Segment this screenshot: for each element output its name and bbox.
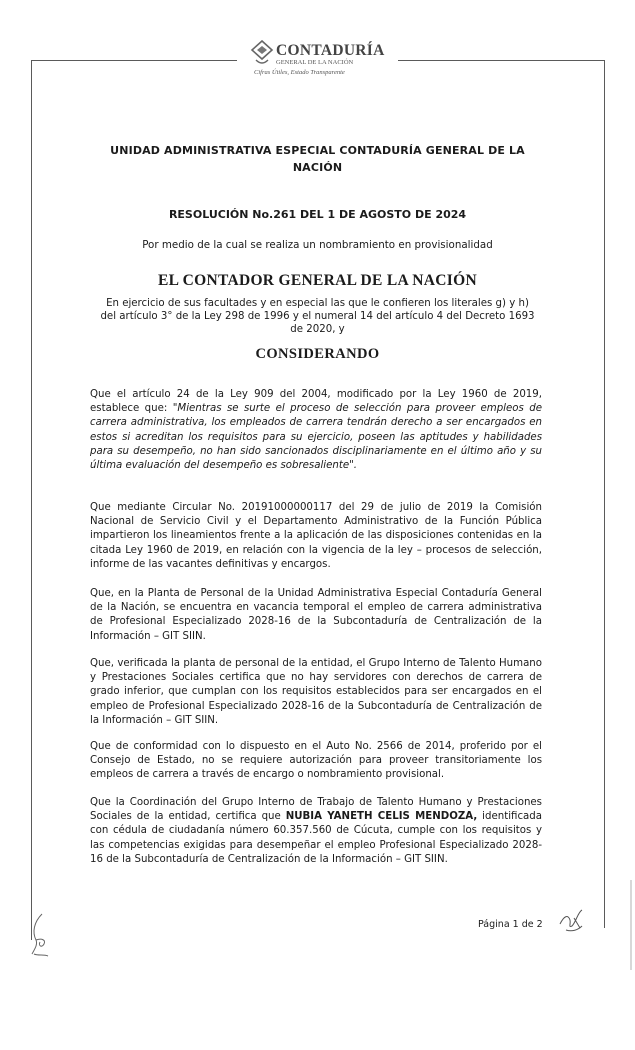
appointee-name: NUBIA YANETH CELIS MENDOZA, bbox=[285, 811, 478, 823]
resolution-subject: Por medio de la cual se realiza un nombramiento en provisionalidad bbox=[142, 239, 493, 251]
page-number: Página 1 de 2 bbox=[478, 919, 543, 930]
considerando-paragraph-6 bbox=[90, 796, 542, 867]
entity-heading bbox=[0, 142, 635, 176]
faculties-text-body: En ejercicio de sus facultades y en especial las que le confieren los literales g) y h) del artículo 3° de la Ley 298 de 1996 y el numeral 14 del artículo 4 del Decreto 1693 de 2020, y bbox=[100, 298, 535, 335]
paragraph-6-part-a: Que la Coordinación del Grupo Interno de Trabajo de Talento Humano y Prestaciones Sociales de la entidad, certifica que bbox=[90, 797, 542, 823]
scan-edge-mark bbox=[630, 880, 632, 970]
page-frame-top-right bbox=[398, 60, 604, 61]
entity-heading-line2: NACIÓN bbox=[292, 161, 343, 174]
paragraph-1-intro: Que el artículo 24 de la Ley 909 del 2004, modificado por la Ley 1960 de 2019, establece que: bbox=[90, 389, 542, 415]
considerando-paragraph-3: Que, en la Planta de Personal de la Unidad Administrativa Especial Contaduría General de la Nación, se encuentra en vacancia temporal el empleo de carrera administrativa de Profesional Especializado 2028-16 de la Subcontaduría de Centralización de la Información – GIT SIIN. bbox=[90, 588, 542, 642]
considerando-paragraph-1 bbox=[90, 388, 542, 473]
logo-name: CONTADURÍA bbox=[276, 42, 385, 59]
paragraph-6-part-b: identificada con cédula de ciudadanía número 60.357.560 de Cúcuta, cumple con los requisitos y las competencias exigidas para desempeñar el empleo Profesional Especializado 2028-16 de la Subcontaduría de Centralización de la Información – GIT SIIN. bbox=[90, 811, 542, 865]
faculties-text bbox=[0, 297, 635, 336]
resolution-title: RESOLUCIÓN No.261 DEL 1 DE AGOSTO DE 2024 bbox=[168, 208, 467, 221]
paragraph-1-quote: "Mientras se surte el proceso de selección para proveer empleos de carrera administrativa, los empleados de carrera tendrán derecho a ser encargados en estos si acreditan los requisitos para su ejercicio, poseen las aptitudes y habilidades para su desempeño, no han sido sancionados disciplinariamente en el último año y su última evaluación del desempeño es sobresaliente". bbox=[90, 403, 542, 472]
page-frame-right bbox=[604, 60, 605, 928]
logo-subtitle: GENERAL DE LA NACIÓN bbox=[276, 59, 354, 66]
handwritten-signature-icon bbox=[28, 910, 54, 960]
page-frame-left bbox=[31, 60, 32, 940]
entity-heading-line1: UNIDAD ADMINISTRATIVA ESPECIAL CONTADURÍA GENERAL DE LA bbox=[110, 144, 525, 157]
considerando-heading: CONSIDERANDO bbox=[255, 346, 380, 362]
contaduria-logo bbox=[250, 40, 385, 80]
page-frame-top-left bbox=[31, 60, 237, 61]
authority-heading: EL CONTADOR GENERAL DE LA NACIÓN bbox=[158, 272, 477, 289]
logo-emblem-icon bbox=[250, 40, 274, 68]
logo-slogan: Cifras Útiles, Estado Transparente bbox=[254, 69, 345, 76]
considerando-paragraph-2: Que mediante Circular No. 20191000000117 del 29 de julio de 2019 la Comisión Nacional de Servicio Civil y el Departamento Administrativo de la Función Pública impartieron los lineamientos frente a la aplicación de las disposiciones contenidas en la citada Ley 1960 de 2019, en relación con la vigencia de la ley – procesos de selección, informe de las vacantes definitivas y encargos. bbox=[90, 502, 542, 570]
considerando-paragraph-4: Que, verificada la planta de personal de la entidad, el Grupo Interno de Talento Humano y Prestaciones Sociales certifica que no hay servidores con derechos de carrera de grado inferior, que cumplan con los requisitos establecidos para ser encargados en el empleo de Profesional Especializado 2028-16 de la Subcontaduría de Centralización de la Información – GIT SIIN. bbox=[90, 658, 542, 726]
considerando-paragraph-5: Que de conformidad con lo dispuesto en el Auto No. 2566 de 2014, proferido por el Consejo de Estado, no se requiere autorización para proveer transitoriamente los empleos de carrera a través de encargo o nombramiento provisional. bbox=[90, 741, 542, 781]
handwritten-initials-icon bbox=[556, 906, 586, 934]
